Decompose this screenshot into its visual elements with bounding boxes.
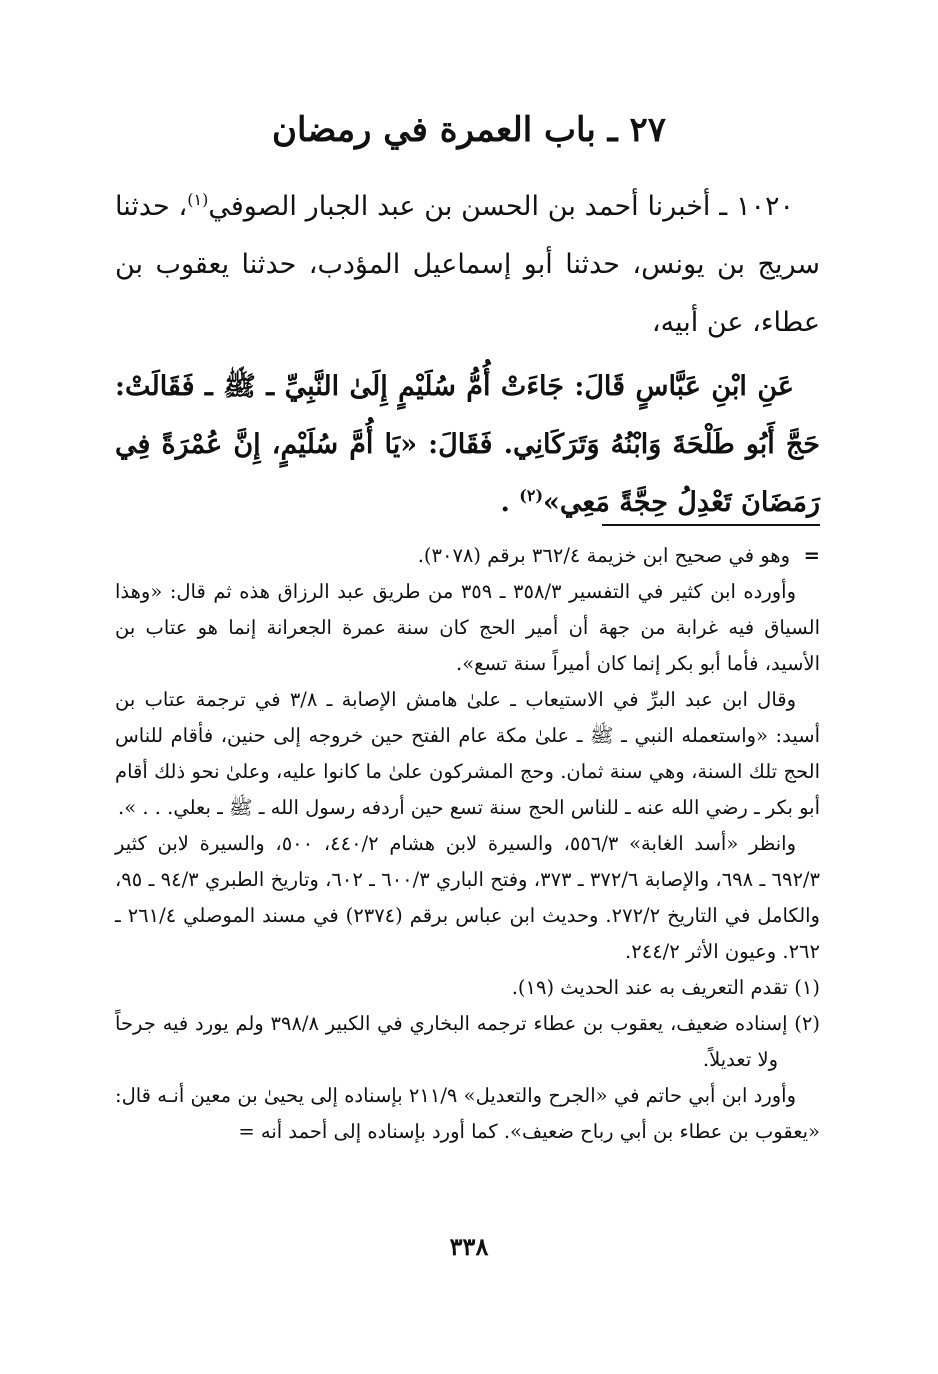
footnote-paragraph: وأورده ابن كثير في التفسير ٣٥٨/٣ ـ ٣٥٩ من طريق عبد الرزاق هذه ثم قال: «وهذا السياق فيه غرابة من جهة أن أمير الحج كان سنة عمرة الجعرانة إنما هو عتاب بن الأسيد، فأما أبو بكر إنما كان أميراً سنة تسع». bbox=[115, 580, 820, 675]
matn-end: . bbox=[500, 487, 520, 518]
footnote-ref-1: (١) bbox=[187, 190, 209, 209]
hadith-isnad bbox=[115, 178, 820, 352]
footnote-ref-2: (٢) bbox=[519, 486, 544, 505]
footnote-paragraph: وهو في صحيح ابن خزيمة ٣٦٢/٤ برقم (٣٠٧٨). bbox=[417, 544, 790, 567]
footnote-2-continued: وأورد ابن أبي حاتم في «الجرح والتعديل» ٢١١/٩ بإسناده إلى يحيىٰ بن معين أنـه قال: «يعقوب بن عطاء بن أبي رباح ضعيف». كما أورد بإسناده إلى أحمد أنه = bbox=[115, 1084, 820, 1143]
footnotes bbox=[115, 538, 820, 1150]
hadith-matn bbox=[115, 358, 820, 532]
hadith-text bbox=[115, 178, 820, 532]
footnote-separator bbox=[602, 524, 820, 526]
footnote-paragraph: وقال ابن عبد البرِّ في الاستيعاب ـ علىٰ هامش الإصابة ـ ٣/٨ في ترجمة عتاب بن أسيد: «واستعمله النبي ـ ﷺ ـ علىٰ مكة عام الفتح حين خروجه إلى حنين، فأقام للناس الحج تلك السنة، وهي سنة ثمان. وحج المشركون علىٰ ما كانوا عليه، وعلىٰ نحو ذلك أقام أبو بكر ـ رضي الله عنه ـ للناس الحج سنة تسع حين أردفه رسول الله ـ ﷺ ـ بعلي. . . ». bbox=[115, 688, 820, 819]
footnote-1: (١) تقدم التعريف به عند الحديث (١٩). bbox=[511, 976, 820, 999]
isnad-text-rest: ، حدثنا سريج بن يونس، حدثنا أبو إسماعيل المؤدب، حدثنا يعقوب بن عطاء، عن أبيه، bbox=[115, 191, 820, 338]
footnote-paragraph: وانظر «أسد الغابة» ٥٥٦/٣، والسيرة لابن هشام ٤٤٠/٢، ٥٠٠، والسيرة لابن كثير ٦٩٢/٣ ـ ٦٩٨، والإصابة ٣٧٢/٦ ـ ٣٧٣، وفتح الباري ٦٠٠/٣ ـ ٦٠٢، وتاريخ الطبري ٩٤/٣ ـ ٩٥، والكامل في التاريخ ٢٧٢/٢. وحديث ابن عباس برقم (٢٣٧٤) في مسند الموصلي ٢٦١/٤ ـ ٢٦٢. وعيون الأثر ٢٤٤/٢. bbox=[115, 832, 820, 963]
page-number: ٣٣٨ bbox=[449, 1232, 489, 1261]
continuation-mark: = bbox=[803, 544, 820, 567]
chapter-title: ٢٧ ـ باب العمرة في رمضان bbox=[272, 110, 666, 150]
isnad-text: ١٠٢٠ ـ أخبرنا أحمد بن الحسن بن عبد الجبار الصوفي bbox=[208, 191, 794, 222]
footnote-2: (٢) إسناده ضعيف، يعقوب بن عطاء ترجمه البخاري في الكبير ٣٩٨/٨ ولم يورد فيه جرحاً ولا تعديلاً. bbox=[115, 1012, 820, 1071]
matn-text: عَنِ ابْنِ عَبَّاسٍ قَالَ: جَاءَتْ أُمُّ سُلَيْمٍ إِلَىٰ النَّبِيِّ ـ ﷺ ـ فَقَالَتْ: حَجَّ أَبُو طَلْحَةَ وَابْنُهُ وَتَرَكَانِي. فَقَالَ: «يَا أُمَّ سُلَيْمٍ، إِنَّ عُمْرَةً فِي رَمَضَانَ تَعْدِلُ حِجَّةً مَعِي» bbox=[115, 371, 820, 518]
footnote-continuation bbox=[115, 538, 820, 574]
